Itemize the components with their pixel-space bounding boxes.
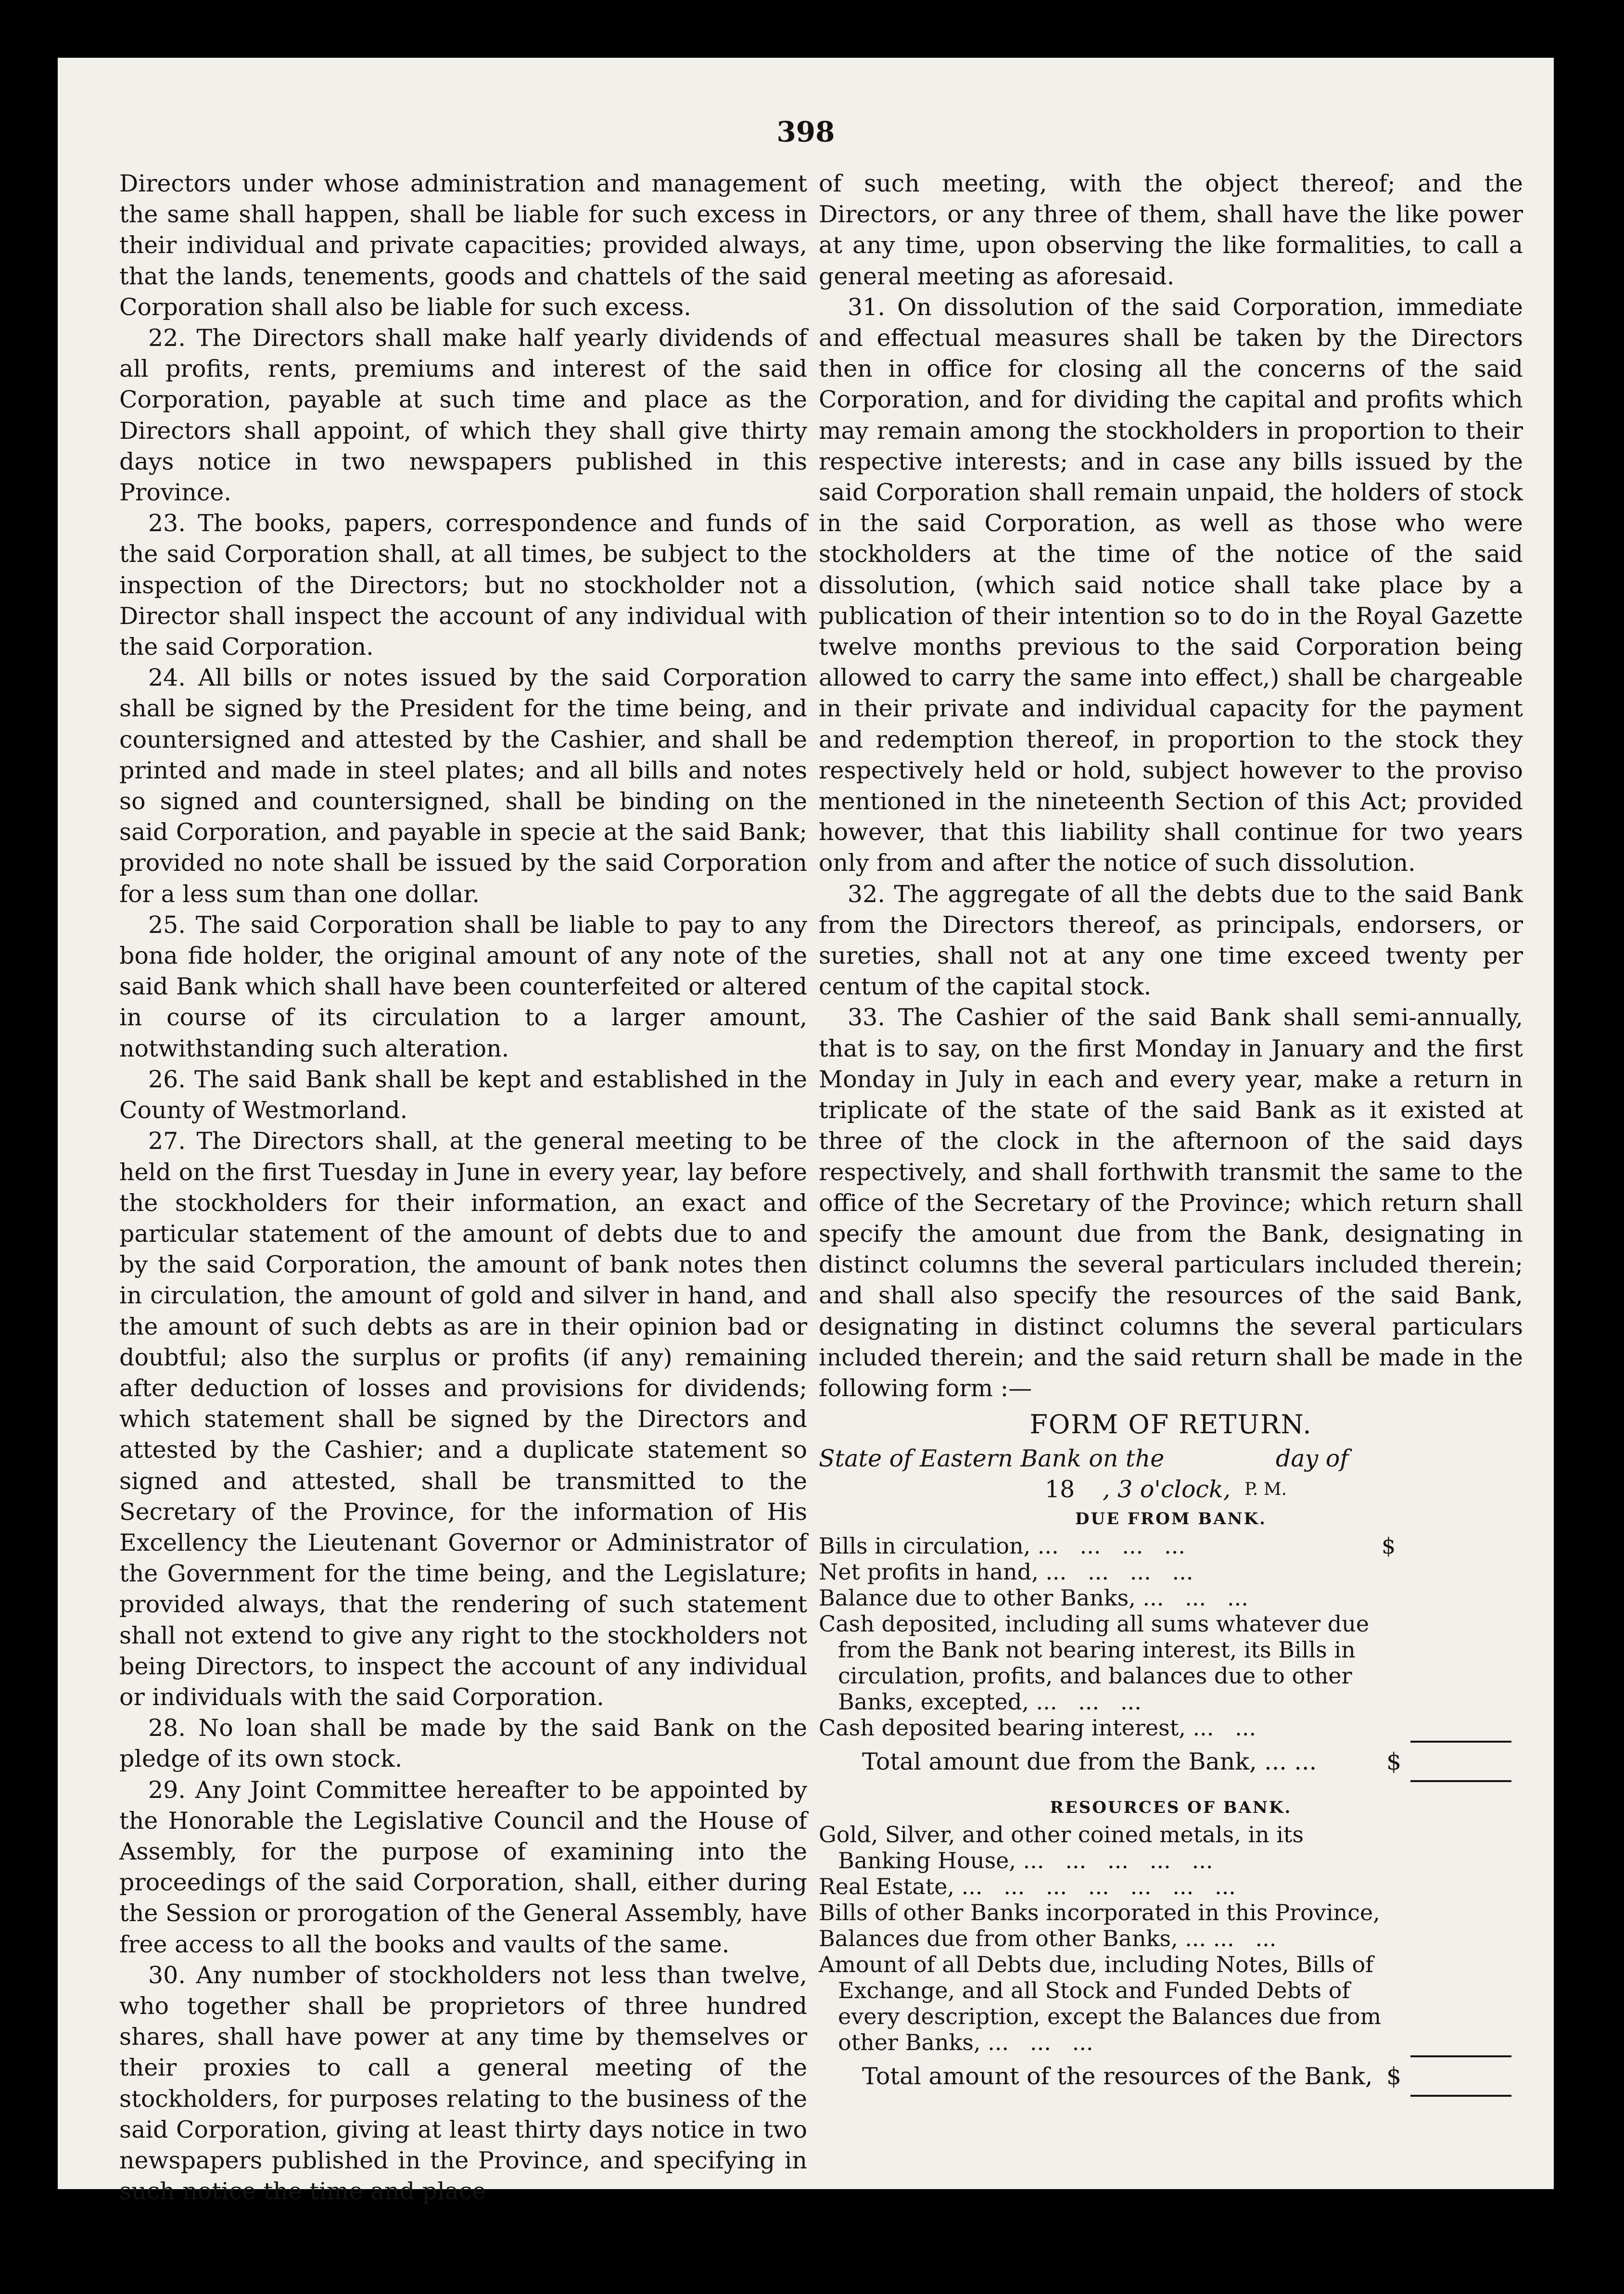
form-row xyxy=(819,1715,1523,1741)
form-row-dots: ... ... ... ... ... ... ... xyxy=(961,1873,1236,1900)
form-row-label: Cash deposited, including all sums whatever due from the Bank not bearing interest, its Bills in circulation, profits, and balances due to other Banks, excepted, xyxy=(819,1611,1370,1715)
form-row xyxy=(819,1533,1523,1559)
form-row-label: Balance due to other Banks, xyxy=(819,1585,1136,1611)
form-row-dots: ... ... ... ... xyxy=(1045,1559,1193,1585)
left-column xyxy=(119,168,807,2207)
form-row-label: Amount of all Debts due, including Notes, Bills of Exchange, and all Stock and Funded Debts of every description, except the Balances due from other Banks, xyxy=(819,1951,1382,2056)
due-table xyxy=(819,1533,1523,1741)
form-row xyxy=(819,1951,1523,2055)
form-row-dots: ... ... xyxy=(1193,1715,1256,1741)
total-rule xyxy=(1410,1741,1511,1743)
form-row-label: Gold, Silver, and other coined metals, in its Banking House, xyxy=(819,1822,1304,1874)
form-row-text xyxy=(819,1822,1396,1873)
paragraph: 29. Any Joint Committee hereafter to be appointed by the Honorable the Legislative Council and the House of Assembly, for the purpose of examining into the proceedings of the said Corporation, shall, either during the Session or prorogation of the General Assembly, have free access to all the books and vaults of the same. xyxy=(119,1776,807,1958)
total-rule xyxy=(1410,2055,1511,2057)
resources-total-label: Total amount of the resources of the Bank, xyxy=(862,2063,1373,2090)
form-state-right: day of xyxy=(1276,1445,1349,1473)
resources-table xyxy=(819,1822,1523,2055)
form-row-dots: ... ... xyxy=(1213,1925,1277,1952)
form-row-text xyxy=(819,1873,1396,1899)
form-row xyxy=(819,1822,1523,1873)
paragraph: 28. No loan shall be made by the said Bank on the pledge of its own stock. xyxy=(119,1714,807,1773)
paragraph: 30. Any number of stockholders not less than twelve, who together shall be proprietors of three hundred shares, shall have power at any time by themselves or their proxies to call a general meeting of the stockholders, for purposes relating to the business of the said Corporation, giving at least thirty days notice in two newspapers published in the Province, and specifying in such notice the time and place xyxy=(119,1961,807,2205)
paragraph: 24. All bills or notes issued by the said Corporation shall be signed by the President for the time being, and countersigned and attested by the Cashier, and shall be printed and made in steel plates; and all bills and notes so signed and countersigned, shall be binding on the said Corporation, and payable in specie at the said Bank; provided no note shall be issued by the said Corporation for a less sum than one dollar. xyxy=(119,664,807,908)
form-year: 18 xyxy=(1045,1476,1075,1504)
total-rule xyxy=(1410,2095,1511,2097)
paragraph: 26. The said Bank shall be kept and established in the County of Westmorland. xyxy=(119,1065,807,1124)
paragraph: of such meeting, with the object thereof; and the Directors, or any three of them, shall have the like power at any time, upon observing the like formalities, to call a general meeting as aforesaid. xyxy=(819,170,1523,290)
form-row xyxy=(819,1873,1523,1899)
paragraph: Directors under whose administration and management the same shall happen, shall be liable for such excess in their individual and private capacities; provided always, that the lands, tenements, goods and chattels of the said Corporation shall also be liable for such excess. xyxy=(119,170,807,321)
form-date-line xyxy=(819,1474,1523,1505)
form-state-left: State of Eastern Bank on the xyxy=(819,1445,1165,1473)
form-title: FORM OF RETURN. xyxy=(1029,1409,1312,1440)
paragraph: 22. The Directors shall make half yearly dividends of all profits, rents, premiums and interest of the said Corporation, payable at such time and place as the Directors shall appoint, of which they shall give thirty days notice in two newspapers published in this Province. xyxy=(119,324,807,507)
resources-total-amount: $ xyxy=(1386,2063,1402,2090)
paragraph: 31. On dissolution of the said Corporation, immediate and effectual measures shall be taken by the Directors then in office for closing all the concerns of the said Corporation, and for dividing the capital and profits which may remain among the stockholders in proportion to their respective interests; and in case any bills issued by the said Corporation shall remain unpaid, the holders of stock in the said Corporation, as well as those who were stockholders at the time of the notice of the said dissolution, (which said notice shall take place by a publication of their intention so to do in the Royal Gazette twelve months previous to the said Corporation being allowed to carry the same into effect,) shall be chargeable in their private and individual capacity for the payment and redemption thereof, in proportion to the stock they respectively held or hold, subject however to the proviso mentioned in the nineteenth Section of this Act; provided however, that this liability shall continue for two years only from and after the notice of such dissolution. xyxy=(819,293,1523,877)
form-row xyxy=(819,1585,1523,1611)
form-row xyxy=(819,1611,1523,1715)
paragraph: 32. The aggregate of all the debts due to the said Bank from the Directors thereof, as principals, endorsers, or sureties, shall not at any one time exceed twenty per centum of the capital stock. xyxy=(819,880,1523,1001)
form-row-label: Bills in circulation, xyxy=(819,1533,1031,1559)
form-row-dots: ... ... ... ... ... xyxy=(1023,1848,1213,1874)
form-row-text xyxy=(819,1611,1396,1715)
paragraph: 25. The said Corporation shall be liable to pay to any bona fide holder, the original amount of any note of the said Bank which shall have been counterfeited or altered in course of its circulation to a larger amount, notwithstanding such alteration. xyxy=(119,911,807,1062)
form-row-text xyxy=(819,1715,1396,1741)
form-row xyxy=(819,1899,1523,1925)
form-row-dots: ... ... ... xyxy=(1142,1585,1248,1611)
form-row-label: Real Estate, xyxy=(819,1873,955,1900)
due-total-row xyxy=(819,1746,1523,1780)
form-row-label: Balances due from other Banks, ... xyxy=(819,1925,1206,1952)
form-row-label: Net profits in hand, xyxy=(819,1559,1039,1585)
form-state-line xyxy=(819,1443,1523,1474)
form-row-label: Bills of other Banks incorporated in this Province, xyxy=(819,1899,1380,1926)
resources-total-row xyxy=(819,2061,1523,2095)
document-page xyxy=(58,58,1554,2205)
paragraph: 27. The Directors shall, at the general meeting to be held on the first Tuesday in June in every year, lay before the stockholders for their information, an exact and particular statement of the amount of debts due to and by the said Corporation, the amount of bank notes then in circulation, the amount of gold and silver in hand, and the amount of such debts as are in their opinion bad or doubtful; also the surplus or profits (if any) remaining after deduction of losses and provisions for dividends; which statement shall be signed by the Directors and attested by the Cashier; and a duplicate statement so signed and attested, shall be transmitted to the Secretary of the Province, for the information of His Excellency the Lieutenant Governor or Administrator of the Government for the time being, and the Legislature; provided always, that the rendering of such statement shall not extend to give any right to the stockholders not being Directors, to inspect the account of any individual or individuals with the said Corporation. xyxy=(119,1127,807,1711)
form-row-dots: ... ... ... xyxy=(988,2029,1093,2056)
form-row-text xyxy=(819,1533,1396,1559)
due-total-amount: $ xyxy=(1386,1748,1402,1776)
form-pm: P. M. xyxy=(1244,1479,1287,1500)
form-time: , 3 o'clock, xyxy=(1103,1476,1231,1504)
form-row-text xyxy=(819,1559,1396,1585)
form-row-dots: ... ... ... xyxy=(1036,1689,1142,1715)
form-row-dots: ... ... ... ... xyxy=(1037,1533,1185,1559)
form-row-label: Cash deposited bearing interest, xyxy=(819,1715,1186,1741)
paragraph: 33. The Cashier of the said Bank shall semi-annually, that is to say, on the first Monday in January and the first Monday in July in each and every year, make a return in triplicate of the state of the said Bank as it existed at three of the clock in the afternoon of the said days respectively, and shall forthwith transmit the same to the office of the Secretary of the Province; which return shall specify the amount due from the Bank, designating in distinct columns the several particulars included therein; and shall also specify the resources of the said Bank, designating in distinct columns the several particulars included therein; and the said return shall be made in the following form :— xyxy=(819,1004,1523,1402)
form-row-amount: $ xyxy=(1382,1533,1396,1559)
form-row-text xyxy=(819,1925,1396,1951)
right-column xyxy=(819,168,1523,2097)
paragraph: 23. The books, papers, correspondence and funds of the said Corporation shall, at all times, be subject to the inspection of the Directors; but no stockholder not a Director shall inspect the account of any individual with the said Corporation. xyxy=(119,510,807,661)
form-row-text xyxy=(819,1951,1396,2055)
form-row xyxy=(819,1925,1523,1951)
form-of-return xyxy=(819,1406,1523,2097)
form-row-text xyxy=(819,1585,1396,1611)
form-row-text xyxy=(819,1899,1396,1925)
due-heading: DUE FROM BANK. xyxy=(1075,1509,1267,1529)
form-row xyxy=(819,1559,1523,1585)
due-total-label: Total amount due from the Bank, ... ... xyxy=(862,1748,1317,1776)
page-number: 398 xyxy=(776,115,835,148)
resources-heading: RESOURCES OF BANK. xyxy=(1050,1798,1292,1818)
